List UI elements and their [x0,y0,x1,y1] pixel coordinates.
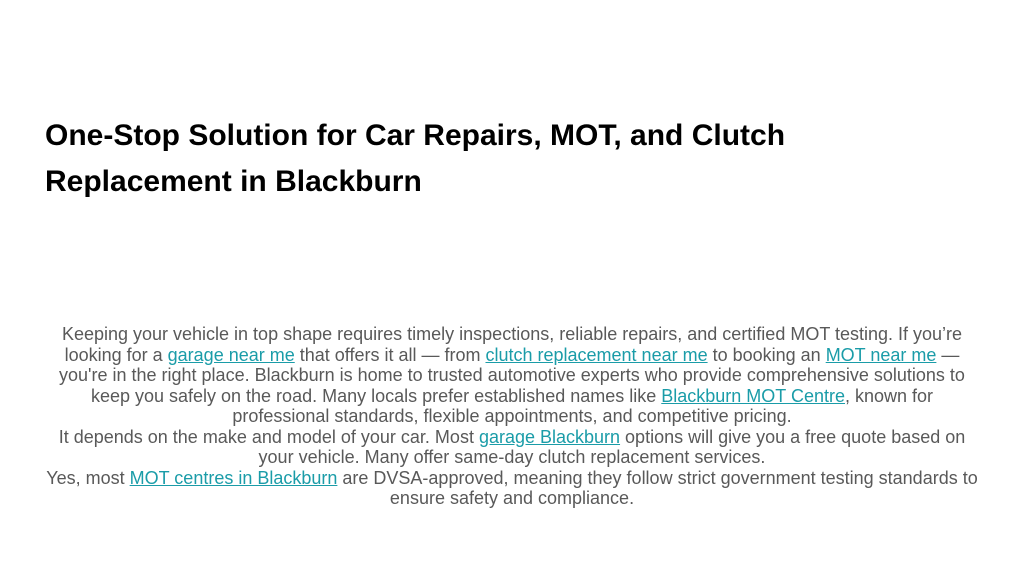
slide-title-line-1: One-Stop Solution for Car Repairs, MOT, and Clutch [45,119,786,152]
paragraph-text: options will give you a free quote based on your vehicle. Many offer same-day clutch replacement services. [258,426,966,467]
mot-centres-in-blackburn-link[interactable]: MOT centres in Blackburn [129,467,338,488]
paragraph-text: — you're in the right place. Blackburn is home to trusted automotive experts who provide comprehensive solutions to keep you safely on the road. Many locals prefer established names like [59,344,965,406]
garage-near-me-link[interactable]: garage near me [167,344,295,365]
paragraph-text: Yes, most [46,467,130,488]
slide-title-line-2: Replacement in Blackburn [45,165,422,198]
paragraph-text: that offers it all — from [294,344,486,365]
slide-body [40,324,984,509]
paragraph-text: , known for professional standards, flexible appointments, and competitive pricing. [232,385,934,426]
paragraph-intro [40,324,984,427]
slide-title [45,113,945,205]
paragraph-text: Keeping your vehicle in top shape requires timely inspections, reliable repairs, and certified MOT testing. If you’re looking for a [61,324,963,365]
clutch-replacement-near-me-link[interactable]: clutch replacement near me [485,344,708,365]
paragraph-text: to booking an [707,344,826,365]
paragraph-text: are DVSA-approved, meaning they follow strict government testing standards to ensure safety and compliance. [337,467,978,508]
paragraph-pricing [40,427,984,468]
garage-blackburn-link[interactable]: garage Blackburn [478,426,621,447]
blackburn-mot-centre-link[interactable]: Blackburn MOT Centre [661,385,846,406]
paragraph-dvsa [40,468,984,509]
paragraph-text: It depends on the make and model of your car. Most [58,426,479,447]
mot-near-me-link[interactable]: MOT near me [825,344,937,365]
